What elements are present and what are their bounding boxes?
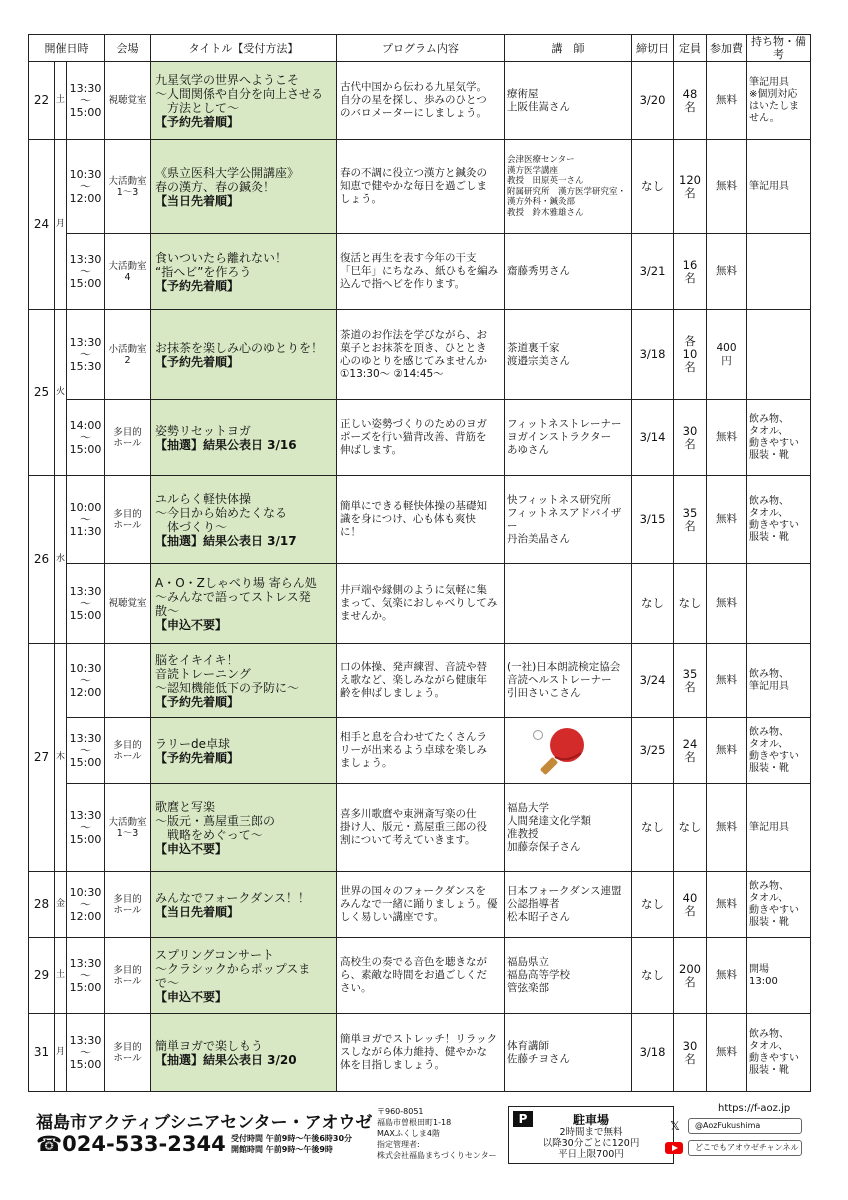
table-row (29, 938, 811, 1014)
event-title: 脳をイキイキ！ 音読トレーニング 〜認知機能低下の予防に〜 (155, 652, 300, 695)
deadline: 3/18 (632, 310, 674, 400)
notes: 筆記用具 ※個別対応 はいたしま せん。 (747, 62, 811, 140)
lecturer: (一社)日本朗読検定協会 音読ヘルストレーナー 引田さいこさん (505, 644, 632, 718)
event-date: 25 (29, 310, 55, 476)
registration-method: 【抽選】結果公表日 3/17 (155, 533, 297, 548)
address-line: 福島市曽根田町1-18 (377, 1118, 452, 1127)
x-account[interactable] (670, 1118, 802, 1134)
notes: 筆記用具 (747, 784, 811, 872)
table-header-row (29, 35, 811, 62)
event-title-cell (151, 644, 337, 718)
fee: 無料 (707, 140, 747, 234)
notes (747, 234, 811, 310)
table-row (29, 476, 811, 564)
event-title: 食いついたら離れない！ “指へビ”を作ろう (155, 250, 288, 279)
youtube-icon (665, 1142, 683, 1154)
schedule-table (28, 34, 811, 1092)
parking-icon: P (513, 1111, 533, 1127)
opening-hours (231, 1133, 352, 1155)
event-title-cell (151, 234, 337, 310)
event-time: 10:30 〜 12:00 (67, 140, 105, 234)
event-time: 10:30 〜 12:00 (67, 872, 105, 938)
event-title-cell (151, 1014, 337, 1092)
program-description: 復活と再生を表す今年の干支 「巳年」にちなみ、紙ひもを編み 込んで指へビを作ります。 (337, 234, 505, 310)
registration-method: 【当日先着順】 (155, 193, 240, 208)
address-line: 指定管理者: (377, 1140, 420, 1149)
program-description: 春の不調に役立つ漢方と鍼灸の 知恵で健やかな毎日を過ごしま しょう。 (337, 140, 505, 234)
address-line: MAXふくしま4階 (377, 1129, 440, 1138)
event-venue: 多目的 ホール (105, 872, 151, 938)
event-venue: 多目的 ホール (105, 938, 151, 1014)
address (377, 1106, 497, 1161)
registration-method: 【当日先着順】 (155, 904, 240, 919)
event-title: ユルらく軽快体操 〜今日から始めたくなる 体づくり〜 (155, 491, 288, 534)
event-title-cell (151, 872, 337, 938)
event-time: 13:30 〜 15:30 (67, 310, 105, 400)
header-fee: 参加費 (707, 35, 747, 62)
event-weekday: 木 (55, 644, 67, 872)
lecturer: 茶道裏千家 渡邉宗美さん (505, 310, 632, 400)
event-weekday: 土 (55, 62, 67, 140)
event-time: 13:30 〜 15:00 (67, 784, 105, 872)
deadline: 3/15 (632, 476, 674, 564)
registration-method: 【申込不要】 (155, 841, 228, 856)
deadline: なし (632, 140, 674, 234)
event-title: みんなでフォークダンス！！ (155, 890, 310, 905)
event-date: 27 (29, 644, 55, 872)
program-description: 簡単ヨガでストレッチ！リラック スしながら体力維持、健やかな 体を目指しましょう。 (337, 1014, 505, 1092)
event-title-cell (151, 400, 337, 476)
notes (747, 564, 811, 644)
lecturer: 福島大学 人間発達文化学類 准教授 加藤奈保子さん (505, 784, 632, 872)
capacity: なし (674, 784, 707, 872)
event-title-cell (151, 564, 337, 644)
header-lecturer: 講 師 (505, 35, 632, 62)
program-description: 喜多川歌麿や東洲斎写楽の仕 掛け人、版元・蔦屋重三郎の役 割について考えていきます。 (337, 784, 505, 872)
capacity: 35 名 (674, 644, 707, 718)
event-venue: 小活動室 2 (105, 310, 151, 400)
parking-line: 以降30分ごとに120円 (542, 1138, 640, 1149)
capacity: 40 名 (674, 872, 707, 938)
program-description: 高校生の奏でる音色を聴きなが ら、素敵な時間をお過ごしくだ さい。 (337, 938, 505, 1014)
deadline: 3/14 (632, 400, 674, 476)
deadline: なし (632, 872, 674, 938)
event-date: 26 (29, 476, 55, 644)
event-title-cell (151, 140, 337, 234)
table-row (29, 62, 811, 140)
notes (747, 310, 811, 400)
event-title-cell (151, 718, 337, 784)
event-title-cell (151, 476, 337, 564)
table-row (29, 872, 811, 938)
event-date: 31 (29, 1014, 55, 1092)
open-hours: 開館時間 午前9時〜午後9時 (231, 1145, 333, 1154)
event-venue (105, 644, 151, 718)
lecturer (505, 718, 632, 784)
event-title: スプリングコンサート 〜クラシックからポップスまで〜 (155, 947, 311, 990)
footer (28, 1102, 818, 1172)
registration-method: 【申込不要】 (155, 617, 228, 632)
program-description: 簡単にできる軽快体操の基礎知 識を身につけ、心も体も爽快 に！ (337, 476, 505, 564)
table-row (29, 784, 811, 872)
event-weekday: 火 (55, 310, 67, 476)
deadline: なし (632, 938, 674, 1014)
event-venue: 視聴覚室 (105, 564, 151, 644)
table-row (29, 310, 811, 400)
event-title-cell (151, 938, 337, 1014)
event-venue: 大活動室 1〜3 (105, 140, 151, 234)
capacity: 16 名 (674, 234, 707, 310)
fee: 無料 (707, 872, 747, 938)
event-time: 13:30 〜 15:00 (67, 234, 105, 310)
notes: 飲み物、 タオル、 動きやすい 服装・靴 (747, 872, 811, 938)
lecturer: 療術屋 上阪佳嵩さん (505, 62, 632, 140)
ping-pong-paddle-icon (531, 723, 593, 779)
event-date: 22 (29, 62, 55, 140)
fee: 無料 (707, 476, 747, 564)
fee: 無料 (707, 938, 747, 1014)
fee: 無料 (707, 564, 747, 644)
parking-title: 駐車場 (572, 1113, 609, 1127)
fee: 無料 (707, 62, 747, 140)
table-row (29, 234, 811, 310)
event-weekday: 水 (55, 476, 67, 644)
fee: 無料 (707, 234, 747, 310)
org-name: 福島市アクティブシニアセンター・アオウゼ (36, 1113, 373, 1133)
fee: 無料 (707, 718, 747, 784)
header-program: プログラム内容 (337, 35, 505, 62)
parking-info (509, 1127, 673, 1160)
event-title: 九星気学の世界へようこそ 〜人間関係や自分を向上させる 方法として〜 (155, 72, 324, 115)
capacity: 35 名 (674, 476, 707, 564)
lecturer: 体育講師 佐藤チヨさん (505, 1014, 632, 1092)
notes: 筆記用具 (747, 140, 811, 234)
capacity: 120 名 (674, 140, 707, 234)
program-description: 相手と息を合わせてたくさんラ リーが出来るよう卓球を楽しみ ましょう。 (337, 718, 505, 784)
program-description: 正しい姿勢づくりのためのヨガ ポーズを行い猫背改善、背筋を 伸ばします。 (337, 400, 505, 476)
registration-method: 【予約先着順】 (155, 354, 240, 369)
event-date: 24 (29, 140, 55, 310)
registration-method: 【予約先着順】 (155, 278, 240, 293)
event-time: 13:30 〜 15:00 (67, 938, 105, 1014)
event-time: 10:30 〜 12:00 (67, 644, 105, 718)
notes: 開場 13:00 (747, 938, 811, 1014)
program-description: 世界の国々のフォークダンスを みんなで一緒に踊りましょう。優 しく易しい講座です。 (337, 872, 505, 938)
registration-method: 【抽選】結果公表日 3/16 (155, 437, 297, 452)
event-title: 簡単ヨガで楽しもう (155, 1038, 264, 1053)
event-title: お抹茶を楽しみ心のゆとりを！ (155, 340, 324, 355)
registration-method: 【抽選】結果公表日 3/20 (155, 1052, 297, 1067)
notes: 飲み物、 筆記用具 (747, 644, 811, 718)
notes: 飲み物、 タオル、 動きやすい 服装・靴 (747, 718, 811, 784)
event-venue: 大活動室 4 (105, 234, 151, 310)
capacity: 48 名 (674, 62, 707, 140)
x-handle: @AozFukushima (695, 1121, 761, 1130)
youtube-label: どこでもアオウゼチャンネル (695, 1143, 799, 1152)
event-time: 13:30 〜 15:00 (67, 62, 105, 140)
program-description: 井戸端や縁側のように気軽に集 まって、気楽におしゃべりしてみ ませんか。 (337, 564, 505, 644)
lecturer (505, 564, 632, 644)
parking-line: 2時間まで無料 (559, 1127, 623, 1138)
registration-method: 【申込不要】 (155, 989, 228, 1004)
registration-method: 【予約先着順】 (155, 750, 240, 765)
event-time: 14:00 〜 15:00 (67, 400, 105, 476)
parking-line: 平日上限700円 (558, 1149, 624, 1160)
parking-box (508, 1106, 674, 1164)
registration-method: 【予約先着順】 (155, 114, 240, 129)
event-weekday: 月 (55, 1014, 67, 1092)
event-time: 13:30 〜 15:00 (67, 718, 105, 784)
table-row (29, 1014, 811, 1092)
event-date: 28 (29, 872, 55, 938)
event-weekday: 金 (55, 872, 67, 938)
header-venue: 会場 (105, 35, 151, 62)
header-title: タイトル【受付方法】 (151, 35, 337, 62)
event-venue: 視聴覚室 (105, 62, 151, 140)
header-capacity: 定員 (674, 35, 707, 62)
lecturer: 日本フォークダンス連盟 公認指導者 松本昭子さん (505, 872, 632, 938)
notes: 飲み物、 タオル、 動きやすい 服装・靴 (747, 400, 811, 476)
address-line: 株式会社福島まちづくりセンター (377, 1151, 497, 1160)
deadline: 3/25 (632, 718, 674, 784)
lecturer: 会津医療センター 漢方医学講座 教授 田原英一さん 附属研究所 漢方医学研究室・ 漢方外科・鍼灸部 教授 鈴木雅雄さん (505, 140, 632, 234)
x-icon: 𝕏 (670, 1119, 680, 1133)
deadline: 3/21 (632, 234, 674, 310)
capacity: 30 名 (674, 1014, 707, 1092)
capacity: 30 名 (674, 400, 707, 476)
fee: 無料 (707, 784, 747, 872)
capacity: 24 名 (674, 718, 707, 784)
event-date: 29 (29, 938, 55, 1014)
fee: 無料 (707, 644, 747, 718)
lecturer: 快フィットネス研究所 フィットネスアドバイザー 丹治美晶さん (505, 476, 632, 564)
table-row (29, 644, 811, 718)
event-venue: 多目的 ホール (105, 718, 151, 784)
deadline: なし (632, 784, 674, 872)
event-title-cell (151, 62, 337, 140)
lecturer: 齋藤秀男さん (505, 234, 632, 310)
notes: 飲み物、 タオル、 動きやすい 服装・靴 (747, 476, 811, 564)
notes: 飲み物、 タオル、 動きやすい 服装・靴 (747, 1014, 811, 1092)
table-row (29, 140, 811, 234)
fee: 無料 (707, 400, 747, 476)
phone-number[interactable]: ☎024-533-2344 (36, 1132, 226, 1156)
deadline: 3/24 (632, 644, 674, 718)
event-weekday: 土 (55, 938, 67, 1014)
event-venue: 多目的 ホール (105, 476, 151, 564)
deadline: なし (632, 564, 674, 644)
event-time: 13:30 〜 15:00 (67, 564, 105, 644)
deadline: 3/20 (632, 62, 674, 140)
reception-hours: 受付時間 午前9時〜午後6時30分 (231, 1134, 353, 1143)
program-description: 茶道のお作法を学びながら、お 菓子とお抹茶を頂き、ひととき 心のゆとりを感じてみませんか ①13:30〜 ②14:45〜 (337, 310, 505, 400)
capacity: 200 名 (674, 938, 707, 1014)
capacity: 各 10 名 (674, 310, 707, 400)
registration-method: 【予約先着順】 (155, 694, 240, 709)
event-title: 歌麿と写楽 〜版元・蔦屋重三郎の 戦略をめぐって〜 (155, 799, 276, 842)
program-description: 古代中国から伝わる九星気学。 自分の星を探し、歩みのひとつ のバロメーターにしましょう。 (337, 62, 505, 140)
event-title-cell (151, 784, 337, 872)
program-description: 口の体操、発声練習、音読や替 え歌など、楽しみながら健康年 齢を伸ばしましょう。 (337, 644, 505, 718)
table-row (29, 400, 811, 476)
website-url[interactable]: https://f-aoz.jp (718, 1103, 791, 1114)
event-title-cell (151, 310, 337, 400)
fee: 無料 (707, 1014, 747, 1092)
event-time: 10:00 〜 11:30 (67, 476, 105, 564)
event-title: A・O・Zしゃべり場 寄らん処 〜みんなで語ってストレス発散〜 (155, 575, 317, 618)
event-venue: 多目的 ホール (105, 400, 151, 476)
address-line: 〒960-8051 (377, 1107, 424, 1116)
table-row (29, 564, 811, 644)
header-date: 開催日時 (29, 35, 105, 62)
event-venue: 大活動室 1〜3 (105, 784, 151, 872)
event-venue: 多目的 ホール (105, 1014, 151, 1092)
event-title: 《県立医科大学公開講座》 春の漢方、春の鍼灸！ (155, 165, 300, 194)
table-row (29, 718, 811, 784)
header-deadline: 締切日 (632, 35, 674, 62)
youtube-channel[interactable] (688, 1140, 802, 1156)
event-title: ラリーde卓球 (155, 736, 231, 751)
capacity: なし (674, 564, 707, 644)
event-title: 姿勢リセットヨガ (155, 423, 251, 438)
header-notes: 持ち物・備考 (747, 35, 811, 62)
fee: 400 円 (707, 310, 747, 400)
deadline: 3/18 (632, 1014, 674, 1092)
lecturer: フィットネストレーナー ヨガインストラクター あゆさん (505, 400, 632, 476)
event-time: 13:30 〜 15:00 (67, 1014, 105, 1092)
lecturer: 福島県立 福島高等学校 管弦楽部 (505, 938, 632, 1014)
event-weekday: 月 (55, 140, 67, 310)
